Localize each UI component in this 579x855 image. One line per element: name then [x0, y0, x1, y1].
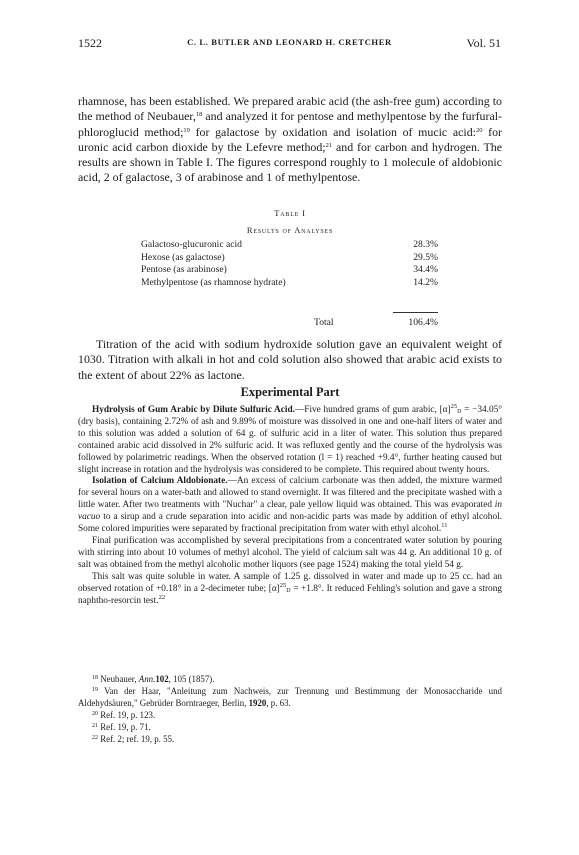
experimental-text: [78, 405, 502, 607]
running-title: C. L. BUTLER AND LEONARD H. CRETCHER: [187, 37, 392, 47]
table-row: [141, 239, 438, 252]
purification-paragraph: Final purification was accomplished by several precipitations from a concentrated water solution by pouring with stirring into about 10 volumes of methyl alcohol. The yield of calcium salt was 44 g. An additional 10 g. of salt was obtained from the methyl alcoholic mother liquors (see page 1524) making the total yield 54 g.: [78, 535, 502, 570]
salt-paragraph: [78, 572, 502, 608]
footnote-number: 22: [92, 735, 98, 742]
footnote: [78, 709, 502, 721]
footnote-ref: 20: [475, 126, 483, 134]
footnote: [78, 721, 502, 733]
table-title: Results of Analyses: [246, 225, 334, 235]
journal-abbrev: Ann.: [138, 674, 156, 684]
subscript: D: [286, 587, 291, 594]
footnote-number: 18: [92, 675, 98, 681]
intro-text: for galactose by oxidation and isolation of mucic acid:: [189, 124, 476, 139]
intro-text: and analyzed it for pentose and methylpentose by the furfural-phloroglucid method;: [78, 109, 502, 139]
footnote-ref: 18: [195, 111, 203, 119]
footnote-text: Neubauer,: [100, 674, 139, 684]
run-in-heading: Isolation of Calcium Aldobionate.: [92, 476, 228, 487]
total-value: 106.4%: [408, 317, 438, 328]
paragraph-text: = −34.05° (dry basis), containing 2.72% of ash and 9.89% of moisture was dissolved in one and one-half liters of water and to this solution was added a solution of 64 g. of sulfuric acid in a liter of water. This solution thus prepared contained arabic acid dissolved in 2% sulfuric acid. It was refluxed gently and the course of the hydrolysis was followed by polarimetric readings. When the observed rotation (l = 1) reached +9.4°, further heating caused but slight increase in rotation and the hydrolysis was considered to be complete. This required about twenty hours.: [78, 405, 503, 475]
paragraph-text: = +1.8°. It reduced Fehling's solution and gave a strong naphtho-resorcin test.: [78, 583, 502, 606]
page-number: 1522: [78, 36, 102, 50]
volume-number: 102: [155, 674, 169, 684]
results-table: [141, 239, 438, 289]
footnote-number: 20: [92, 711, 98, 718]
run-in-heading: Hydrolysis of Gum Arabic by Dilute Sulfuric Acid.: [92, 405, 295, 415]
superscript: 25: [279, 581, 287, 589]
intro-text: for uronic acid carbon dioxide by the Lefevre method;: [78, 124, 502, 154]
italic-text: in vacuo: [78, 500, 502, 523]
footnote-number: 21: [92, 723, 98, 730]
section-title: Experimental Part: [240, 385, 340, 399]
running-head: [78, 36, 501, 52]
paragraph-text: —An excess of calcium carbonate was then added, the mixture warmed for several hours on a water-bath and allowed to stand overnight. It was filtered and the precipitate washed with a little water. After two treatments with "Nuchar" a clear, pale yellow liquid was obtained. This was evaporated: [78, 476, 502, 511]
row-value: 29.5%: [413, 251, 438, 263]
row-label: Hexose (as galactose): [141, 251, 225, 263]
footnote: [78, 685, 502, 709]
subscript: D: [457, 409, 462, 415]
paragraph-text: —Five hundred grams of gum arabic, [α]: [294, 405, 451, 415]
total-label: Total: [314, 317, 334, 328]
table-row: [141, 264, 438, 277]
footnote-text: Ref. 2; ref. 19, p. 55.: [100, 734, 175, 745]
row-label: Methylpentose (as rhamnose hydrate): [141, 276, 286, 288]
row-value: 34.4%: [413, 264, 438, 276]
table-caption: Table I: [274, 208, 306, 218]
titration-paragraph: Titration of the acid with sodium hydroxide solution gave an equivalent weight of 1030. Titration with alkali in hot and cold solution also showed that arabic acid exists to the extent of about 22% as lactone.: [78, 337, 502, 382]
footnote-text: Van der Haar, "Anleitung zum Nachweis, zur Trennung und Bestimmung der Monosaccharide und Aldehydsäuren," Gebrüder Borntraeger, Berlin,: [78, 686, 502, 709]
row-value: 28.3%: [413, 239, 438, 250]
footnote-text: Ref. 19, p. 123.: [100, 710, 156, 721]
row-value: 14.2%: [413, 276, 438, 288]
superscript: 25: [450, 403, 458, 410]
total-rule: [393, 312, 438, 313]
isolation-paragraph: [78, 476, 502, 536]
footnote-text: , p. 63.: [266, 698, 291, 709]
footnotes: [78, 673, 502, 746]
footnote: [78, 733, 502, 745]
footnote: [78, 673, 502, 685]
footnote-ref: 22: [158, 593, 166, 601]
table-row: [141, 277, 438, 290]
paragraph-text: to a sirup and a crude separation into acidic and non-acidic parts was made by addition of ethyl alcohol. Some colored impurities were separated by fractional precipitation from water with ethyl alcohol.: [78, 512, 502, 535]
volume-label: Vol. 51: [466, 36, 501, 50]
intro-text: and for carbon and hydrogen. The results are shown in Table I. The figures correspond roughly to 1 molecule of aldobionic acid, 2 of galactose, 3 of arabinose and 1 of methylpentose.: [78, 139, 503, 185]
footnote-text: , 105 (1857).: [168, 674, 215, 684]
row-label: Galactoso-glucuronic acid: [141, 239, 242, 250]
paragraph-text: This salt was quite soluble in water. A sample of 1.25 g. dissolved in water and made up to 25 cc. had an observed rotation of +0.18° in a 2-decimeter tube; [α]: [78, 571, 502, 594]
footnote-text: Ref. 19, p. 71.: [100, 722, 151, 733]
year: 1920: [248, 698, 267, 709]
intro-text: rhamnose, has been established. We prepared arabic acid (the ash-free gum) according to the method of Neubauer,: [78, 94, 502, 124]
footnote-ref: 19: [183, 126, 190, 134]
table-row: [141, 252, 438, 265]
hydrolysis-paragraph: [78, 405, 502, 476]
footnote-number: 19: [92, 687, 98, 694]
footnote-ref: 11: [441, 522, 448, 530]
row-label: Pentose (as arabinose): [141, 264, 227, 276]
footnote-ref: 21: [325, 141, 333, 149]
intro-paragraph: [78, 94, 502, 186]
